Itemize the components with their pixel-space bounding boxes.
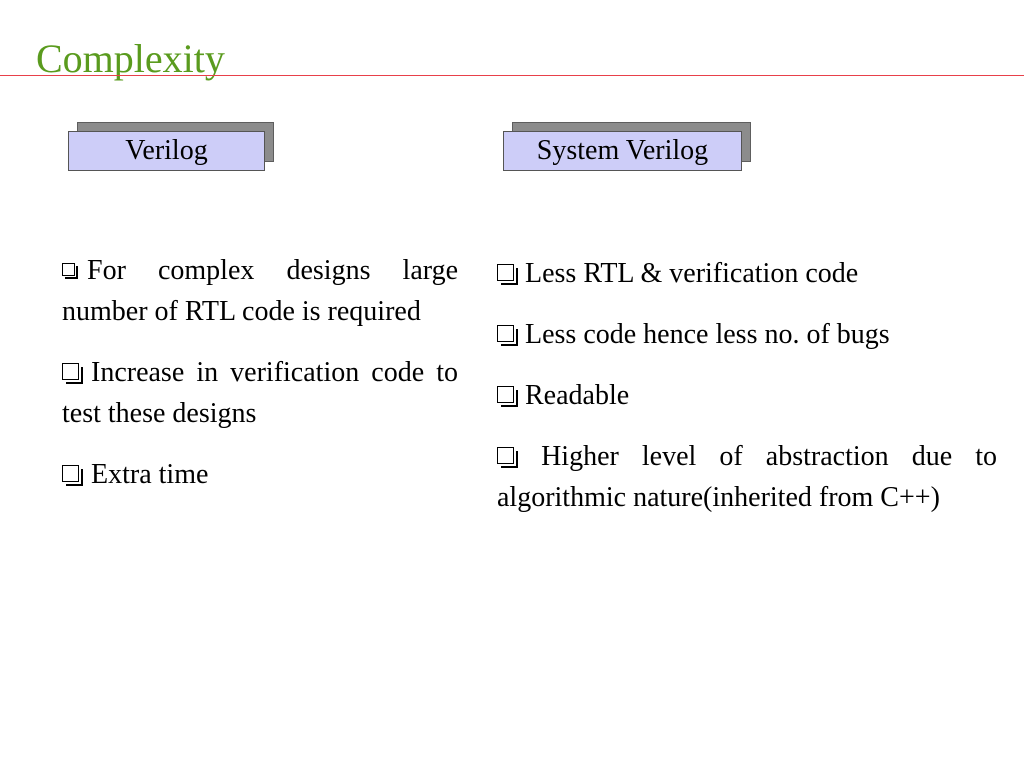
systemverilog-bullet-list: [497, 253, 997, 538]
checkbox-square-icon: [497, 447, 514, 464]
systemverilog-bullet-item: [497, 436, 997, 518]
systemverilog-heading-box: [503, 131, 742, 171]
checkbox-square-icon: [62, 363, 79, 380]
verilog-bullet-text: Increase in verification code to test these designs: [62, 357, 458, 429]
systemverilog-heading-label: System Verilog: [503, 131, 742, 171]
systemverilog-bullet-text: Readable: [525, 380, 630, 411]
verilog-heading-box: [68, 131, 265, 171]
checkbox-square-icon: [497, 264, 514, 281]
systemverilog-bullet-item: [497, 253, 997, 294]
verilog-bullet-item: [62, 454, 458, 495]
systemverilog-bullet-text: Less code hence less no. of bugs: [525, 319, 890, 350]
systemverilog-bullet-item: [497, 314, 997, 355]
systemverilog-bullet-text: Higher level of abstraction due to algorithmic nature(inherited from C++): [497, 441, 997, 513]
verilog-heading-label: Verilog: [68, 131, 265, 171]
verilog-bullet-item: [62, 250, 458, 332]
systemverilog-bullet-item: [497, 375, 997, 416]
slide-title: Complexity: [36, 36, 225, 81]
checkbox-square-icon: [62, 263, 75, 276]
checkbox-square-icon: [497, 325, 514, 342]
verilog-bullet-item: [62, 352, 458, 434]
checkbox-square-icon: [497, 386, 514, 403]
title-divider: [0, 75, 1024, 76]
verilog-bullet-text: For complex designs large number of RTL code is required: [62, 255, 458, 327]
systemverilog-bullet-text: Less RTL & verification code: [525, 258, 859, 289]
verilog-bullet-list: [62, 250, 458, 515]
checkbox-square-icon: [62, 465, 79, 482]
verilog-bullet-text: Extra time: [91, 459, 209, 490]
